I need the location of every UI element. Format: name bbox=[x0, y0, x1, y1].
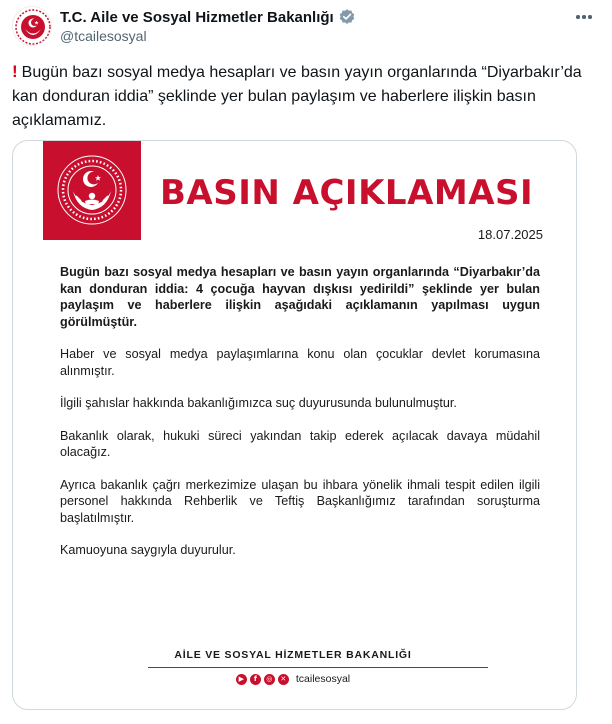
verified-badge-icon bbox=[338, 8, 356, 26]
tweet-header bbox=[12, 6, 600, 50]
x-icon: ✕ bbox=[278, 674, 289, 685]
ministry-logo-icon bbox=[13, 7, 52, 46]
author-handle[interactable]: @tcailesosyal bbox=[60, 28, 147, 44]
youtube-icon: ▶ bbox=[236, 674, 247, 685]
paragraph: İlgili şahıslar hakkında bakanlığımızca suç duyurusunda bulunulmuştur. bbox=[60, 396, 457, 410]
footer-ministry-name: AİLE VE SOSYAL HİZMETLER BAKANLIĞI bbox=[174, 649, 412, 661]
author-name-row bbox=[60, 8, 356, 26]
press-release-body bbox=[60, 264, 540, 575]
paragraph: Ayrıca bakanlık çağrı merkezimize ulaşan bu ihbara yönelik ihmali tespit edilen ilgili personel hakkında Rehberlik ve Teftiş Başkanlığımız tarafından soruşturma başlatılmıştır. bbox=[60, 477, 540, 525]
attached-image[interactable] bbox=[12, 140, 577, 710]
press-release-title: BASIN AÇIKLAMASI bbox=[160, 173, 534, 213]
social-links bbox=[43, 673, 543, 685]
paragraph: Bakanlık olarak, hukuki süreci yakından takip ederek açılacak davaya müdahil olacağız. bbox=[60, 428, 540, 459]
avatar[interactable] bbox=[12, 6, 52, 46]
author-display-name[interactable]: T.C. Aile ve Sosyal Hizmetler Bakanlığı bbox=[60, 8, 334, 26]
paragraph: Haber ve sosyal medya paylaşımlarına konu olan çocuklar devlet korumasına alınmıştır. bbox=[60, 347, 540, 378]
facebook-icon: f bbox=[250, 674, 261, 685]
exclamation-icon: ! bbox=[12, 62, 18, 81]
ministry-logo bbox=[43, 141, 141, 240]
instagram-icon: ◎ bbox=[264, 674, 275, 685]
ministry-emblem-icon bbox=[43, 141, 141, 240]
tweet-text: Bugün bazı sosyal medya hesapları ve basın yayın organlarında “Diyarbakır’da kan donduran iddia” şeklinde yer bulan paylaşım ve haberlere ilişkin basın açıklamamız. bbox=[12, 64, 582, 129]
paragraph-intro: Bugün bazı sosyal medya hesapları ve basın yayın organlarında “Diyarbakır’da kan donduran iddia: 4 çocuğa hayvan dışkısı yedirildi” şeklinde yer bulan paylaşım ve haberlere ilişkin aşağıdaki açıklamanın yapılması uygun görülmüştür. bbox=[60, 265, 540, 329]
social-handle: tcailesosyal bbox=[295, 673, 351, 685]
more-options-icon[interactable] bbox=[574, 8, 594, 26]
paragraph-closing: Kamuoyuna saygıyla duyurulur. bbox=[60, 543, 236, 557]
press-release-date: 18.07.2025 bbox=[477, 227, 543, 242]
tweet-body bbox=[12, 60, 592, 133]
press-release-document bbox=[43, 141, 543, 710]
footer-divider bbox=[148, 667, 488, 668]
